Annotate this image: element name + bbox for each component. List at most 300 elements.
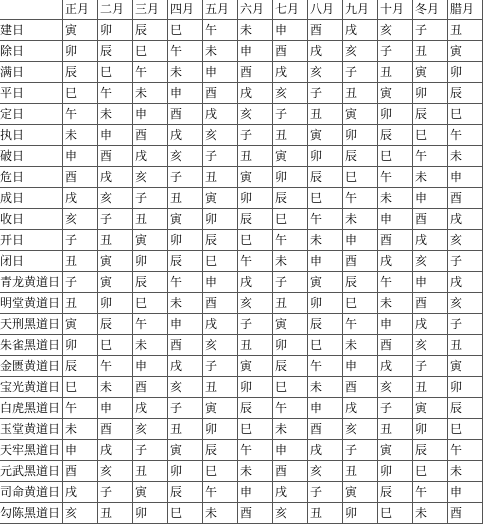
table-cell: 午 (203, 20, 238, 41)
table-cell: 酉 (133, 377, 168, 398)
table-cell: 寅 (133, 230, 168, 251)
table-cell: 子 (448, 251, 483, 272)
table-cell: 未 (98, 104, 133, 125)
table-cell: 午 (98, 83, 133, 104)
table-cell: 亥 (343, 419, 378, 440)
table-cell: 卯 (133, 251, 168, 272)
table-cell: 午 (133, 62, 168, 83)
table-cell: 辰 (133, 272, 168, 293)
table-cell: 亥 (413, 251, 448, 272)
table-cell: 丑 (63, 293, 98, 314)
table-cell: 寅 (273, 146, 308, 167)
table-cell: 寅 (98, 251, 133, 272)
table-cell: 丑 (98, 503, 133, 524)
table-cell: 戌 (203, 104, 238, 125)
table-cell: 酉 (448, 188, 483, 209)
table-cell: 丑 (63, 251, 98, 272)
table-cell: 子 (343, 62, 378, 83)
table-cell: 子 (63, 230, 98, 251)
table-cell: 丑 (343, 461, 378, 482)
table-cell: 亥 (343, 41, 378, 62)
table-cell: 申 (203, 272, 238, 293)
table-cell: 申 (308, 398, 343, 419)
table-cell: 亥 (378, 20, 413, 41)
table-cell: 子 (448, 314, 483, 335)
table-cell: 未 (448, 146, 483, 167)
table-cell: 戌 (378, 356, 413, 377)
table-cell: 亥 (168, 377, 203, 398)
table-row (0, 251, 483, 272)
table-cell: 申 (63, 146, 98, 167)
table-cell: 子 (133, 188, 168, 209)
table-cell: 寅 (448, 356, 483, 377)
table-cell: 未 (378, 293, 413, 314)
table-cell: 辰 (168, 251, 203, 272)
table-cell: 申 (98, 398, 133, 419)
table-cell: 卯 (343, 125, 378, 146)
row-label: 平日 (0, 83, 63, 104)
table-cell: 丑 (168, 419, 203, 440)
table-cell: 亥 (133, 419, 168, 440)
table-cell: 辰 (273, 356, 308, 377)
table-cell: 亥 (98, 188, 133, 209)
table-cell: 酉 (203, 83, 238, 104)
table-cell: 丑 (273, 125, 308, 146)
table-cell: 巳 (98, 335, 133, 356)
table-cell: 申 (343, 356, 378, 377)
table-cell: 丑 (168, 188, 203, 209)
table-cell: 戌 (378, 251, 413, 272)
table-cell: 子 (98, 482, 133, 503)
table-cell: 寅 (378, 440, 413, 461)
table-cell: 戌 (448, 272, 483, 293)
table-row (0, 62, 483, 83)
table-cell: 巳 (448, 419, 483, 440)
table-cell: 午 (273, 398, 308, 419)
table-cell: 卯 (378, 461, 413, 482)
table-cell: 未 (308, 230, 343, 251)
table-cell: 寅 (168, 440, 203, 461)
table-cell: 酉 (343, 377, 378, 398)
table-row (0, 314, 483, 335)
table-row (0, 146, 483, 167)
table-cell: 丑 (448, 335, 483, 356)
table-cell: 巳 (308, 335, 343, 356)
table-cell: 寅 (343, 482, 378, 503)
table-cell: 酉 (413, 209, 448, 230)
table-cell: 寅 (238, 356, 273, 377)
row-label: 收日 (0, 209, 63, 230)
table-cell: 戌 (238, 272, 273, 293)
table-cell: 辰 (378, 482, 413, 503)
table-cell: 酉 (378, 335, 413, 356)
table-cell: 寅 (448, 41, 483, 62)
table-cell: 未 (308, 377, 343, 398)
table-cell: 酉 (168, 104, 203, 125)
table-cell: 午 (63, 398, 98, 419)
table-row (0, 20, 483, 41)
table-cell: 酉 (308, 419, 343, 440)
table-cell: 未 (63, 125, 98, 146)
table-cell: 申 (238, 41, 273, 62)
table-cell: 午 (238, 251, 273, 272)
table-row (0, 41, 483, 62)
table-cell: 巳 (378, 146, 413, 167)
table-cell: 未 (203, 41, 238, 62)
table-cell: 戌 (413, 314, 448, 335)
table-cell: 卯 (413, 419, 448, 440)
month-header: 五月 (203, 0, 238, 20)
table-cell: 寅 (378, 83, 413, 104)
table-cell: 酉 (413, 293, 448, 314)
table-cell: 子 (168, 167, 203, 188)
table-cell: 未 (98, 377, 133, 398)
header-corner (0, 0, 63, 20)
table-cell: 卯 (413, 83, 448, 104)
table-cell: 申 (133, 356, 168, 377)
table-cell: 酉 (273, 41, 308, 62)
table-cell: 丑 (378, 62, 413, 83)
table-cell: 卯 (133, 503, 168, 524)
table-cell: 戌 (63, 188, 98, 209)
table-cell: 酉 (203, 293, 238, 314)
table-cell: 酉 (378, 230, 413, 251)
table-cell: 亥 (378, 377, 413, 398)
row-label: 金匮黄道日 (0, 356, 63, 377)
month-header: 冬月 (413, 0, 448, 20)
table-cell: 午 (168, 272, 203, 293)
table-cell: 子 (378, 398, 413, 419)
row-label: 司命黄道日 (0, 482, 63, 503)
table-cell: 辰 (448, 398, 483, 419)
table-cell: 丑 (133, 461, 168, 482)
table-cell: 丑 (308, 503, 343, 524)
table-cell: 巳 (378, 503, 413, 524)
table-cell: 亥 (133, 167, 168, 188)
table-cell: 辰 (98, 41, 133, 62)
table-cell: 子 (98, 209, 133, 230)
table-row (0, 293, 483, 314)
table-cell: 丑 (203, 167, 238, 188)
month-header: 正月 (63, 0, 98, 20)
header-row (0, 0, 483, 20)
table-cell: 寅 (133, 482, 168, 503)
table-cell: 卯 (378, 104, 413, 125)
table-cell: 午 (308, 209, 343, 230)
table-cell: 子 (168, 398, 203, 419)
table-cell: 子 (273, 104, 308, 125)
table-cell: 酉 (98, 146, 133, 167)
table-cell: 寅 (273, 314, 308, 335)
table-cell: 辰 (238, 398, 273, 419)
table-cell: 戌 (273, 482, 308, 503)
table-cell: 戌 (273, 62, 308, 83)
table-cell: 巳 (343, 293, 378, 314)
table-cell: 寅 (203, 188, 238, 209)
table-cell: 午 (238, 440, 273, 461)
table-cell: 申 (273, 20, 308, 41)
table-cell: 巳 (133, 293, 168, 314)
table-cell: 申 (413, 188, 448, 209)
table-cell: 巳 (98, 62, 133, 83)
table-cell: 丑 (238, 146, 273, 167)
table-cell: 戌 (63, 482, 98, 503)
table-cell: 申 (378, 209, 413, 230)
row-label: 开日 (0, 230, 63, 251)
table-cell: 戌 (133, 398, 168, 419)
row-label: 满日 (0, 62, 63, 83)
table-cell: 申 (133, 104, 168, 125)
row-label: 勾陈黑道日 (0, 503, 63, 524)
table-cell: 卯 (448, 62, 483, 83)
table-cell: 丑 (238, 335, 273, 356)
table-cell: 辰 (203, 230, 238, 251)
table-cell: 未 (273, 419, 308, 440)
table-cell: 亥 (448, 293, 483, 314)
row-label: 危日 (0, 167, 63, 188)
table-row (0, 209, 483, 230)
table-row (0, 230, 483, 251)
table-cell: 申 (413, 272, 448, 293)
table-cell: 亥 (238, 293, 273, 314)
month-header: 七月 (273, 0, 308, 20)
table-row (0, 482, 483, 503)
table-cell: 丑 (273, 293, 308, 314)
table-cell: 申 (448, 167, 483, 188)
table-cell: 午 (273, 230, 308, 251)
table-cell: 亥 (308, 461, 343, 482)
table-cell: 辰 (133, 20, 168, 41)
table-cell: 辰 (413, 440, 448, 461)
table-cell: 子 (308, 482, 343, 503)
table-cell: 卯 (273, 167, 308, 188)
table-cell: 寅 (343, 104, 378, 125)
table-cell: 卯 (98, 293, 133, 314)
table-cell: 寅 (308, 125, 343, 146)
table-cell: 未 (63, 419, 98, 440)
table-row (0, 461, 483, 482)
row-label: 宝光黄道日 (0, 377, 63, 398)
table-cell: 丑 (133, 209, 168, 230)
table-cell: 午 (168, 41, 203, 62)
table-cell: 未 (238, 20, 273, 41)
table-cell: 午 (378, 272, 413, 293)
table-cell: 辰 (203, 440, 238, 461)
table-cell: 辰 (448, 83, 483, 104)
month-header: 二月 (98, 0, 133, 20)
table-cell: 申 (378, 314, 413, 335)
table-cell: 申 (203, 62, 238, 83)
table-cell: 巳 (203, 461, 238, 482)
table-cell: 戌 (238, 83, 273, 104)
month-header: 九月 (343, 0, 378, 20)
table-cell: 申 (273, 440, 308, 461)
table-cell: 巳 (168, 503, 203, 524)
row-label: 元武黑道日 (0, 461, 63, 482)
table-cell: 午 (343, 314, 378, 335)
table-cell: 未 (133, 335, 168, 356)
table-cell: 丑 (448, 20, 483, 41)
table-cell: 亥 (308, 62, 343, 83)
table-cell: 巳 (273, 209, 308, 230)
table-cell: 未 (343, 335, 378, 356)
table-cell: 午 (343, 188, 378, 209)
table-cell: 卯 (98, 20, 133, 41)
row-label: 白虎黑道日 (0, 398, 63, 419)
table-cell: 未 (448, 461, 483, 482)
table-cell: 酉 (238, 503, 273, 524)
month-header: 八月 (308, 0, 343, 20)
table-cell: 卯 (168, 230, 203, 251)
table-cell: 未 (413, 167, 448, 188)
table-cell: 酉 (63, 167, 98, 188)
table-cell: 未 (343, 209, 378, 230)
table-cell: 巳 (308, 188, 343, 209)
row-label: 天牢黑道日 (0, 440, 63, 461)
table-cell: 巳 (413, 125, 448, 146)
row-label: 破日 (0, 146, 63, 167)
row-label: 朱雀黑道日 (0, 335, 63, 356)
table-cell: 寅 (413, 398, 448, 419)
table-cell: 亥 (273, 503, 308, 524)
table-cell: 未 (413, 503, 448, 524)
table-cell: 子 (63, 272, 98, 293)
table-cell: 申 (308, 251, 343, 272)
table-cell: 午 (203, 482, 238, 503)
table-cell: 亥 (63, 503, 98, 524)
table-row (0, 356, 483, 377)
table-cell: 戌 (168, 125, 203, 146)
table-cell: 寅 (98, 272, 133, 293)
table-row (0, 503, 483, 524)
table-cell: 巳 (168, 20, 203, 41)
table-cell: 子 (238, 125, 273, 146)
table-cell: 酉 (448, 503, 483, 524)
table-cell: 卯 (63, 335, 98, 356)
table-body (0, 20, 483, 524)
table-cell: 卯 (343, 503, 378, 524)
month-header: 十月 (378, 0, 413, 20)
table-cell: 亥 (63, 209, 98, 230)
table-cell: 子 (203, 146, 238, 167)
table-cell: 卯 (63, 41, 98, 62)
table-cell: 亥 (203, 125, 238, 146)
row-label: 执日 (0, 125, 63, 146)
month-header: 四月 (168, 0, 203, 20)
table-cell: 卯 (273, 335, 308, 356)
table-cell: 巳 (448, 104, 483, 125)
row-label: 建日 (0, 20, 63, 41)
table-cell: 亥 (273, 83, 308, 104)
table-cell: 未 (238, 461, 273, 482)
table-cell: 酉 (63, 461, 98, 482)
table-cell: 辰 (63, 356, 98, 377)
table-cell: 寅 (308, 272, 343, 293)
table-cell: 卯 (203, 209, 238, 230)
table-cell: 卯 (203, 419, 238, 440)
table-cell: 酉 (168, 335, 203, 356)
table-cell: 卯 (238, 188, 273, 209)
table-cell: 未 (378, 188, 413, 209)
table-cell: 辰 (273, 188, 308, 209)
table-cell: 丑 (203, 377, 238, 398)
table-cell: 子 (238, 314, 273, 335)
table-cell: 申 (343, 230, 378, 251)
table-cell: 酉 (238, 62, 273, 83)
table-cell: 巳 (133, 41, 168, 62)
row-label: 青龙黄道日 (0, 272, 63, 293)
table-cell: 巳 (63, 377, 98, 398)
table-cell: 午 (413, 482, 448, 503)
table-cell: 戌 (308, 41, 343, 62)
table-cell: 子 (378, 41, 413, 62)
table-cell: 戌 (98, 167, 133, 188)
table-cell: 子 (413, 20, 448, 41)
table-cell: 寅 (413, 62, 448, 83)
table-cell: 辰 (308, 167, 343, 188)
table-cell: 未 (203, 503, 238, 524)
row-label: 天刑黑道日 (0, 314, 63, 335)
table-cell: 卯 (168, 461, 203, 482)
table-cell: 卯 (308, 293, 343, 314)
table-cell: 申 (168, 83, 203, 104)
table-row (0, 83, 483, 104)
month-header: 六月 (238, 0, 273, 20)
table-cell: 申 (238, 482, 273, 503)
table-cell: 戌 (203, 314, 238, 335)
table-cell: 丑 (413, 41, 448, 62)
table-cell: 寅 (203, 398, 238, 419)
table-cell: 辰 (378, 125, 413, 146)
table-cell: 亥 (168, 146, 203, 167)
table-row (0, 398, 483, 419)
table-cell: 寅 (168, 209, 203, 230)
table-cell: 酉 (98, 419, 133, 440)
table-cell: 戌 (133, 146, 168, 167)
table-cell: 申 (168, 314, 203, 335)
table-cell: 酉 (133, 125, 168, 146)
table-row (0, 419, 483, 440)
table-cell: 寅 (238, 167, 273, 188)
table-row (0, 188, 483, 209)
table-cell: 丑 (413, 377, 448, 398)
table-cell: 卯 (238, 377, 273, 398)
table-cell: 巳 (238, 419, 273, 440)
table-cell: 酉 (308, 20, 343, 41)
table-cell: 辰 (343, 272, 378, 293)
table-cell: 亥 (413, 335, 448, 356)
table-cell: 申 (98, 125, 133, 146)
table-cell: 未 (133, 83, 168, 104)
table-row (0, 440, 483, 461)
table-cell: 丑 (378, 419, 413, 440)
table-cell: 巳 (343, 167, 378, 188)
table-cell: 辰 (413, 104, 448, 125)
table-cell: 戌 (168, 356, 203, 377)
table-cell: 卯 (308, 146, 343, 167)
table-cell: 辰 (343, 146, 378, 167)
table-cell: 戌 (343, 20, 378, 41)
row-label: 明堂黄道日 (0, 293, 63, 314)
table-row (0, 167, 483, 188)
table-cell: 酉 (343, 251, 378, 272)
table-cell: 亥 (98, 461, 133, 482)
table-cell: 申 (448, 482, 483, 503)
table-cell: 午 (378, 167, 413, 188)
row-label: 玉堂黄道日 (0, 419, 63, 440)
table-cell: 巳 (203, 251, 238, 272)
table-cell: 戌 (343, 398, 378, 419)
